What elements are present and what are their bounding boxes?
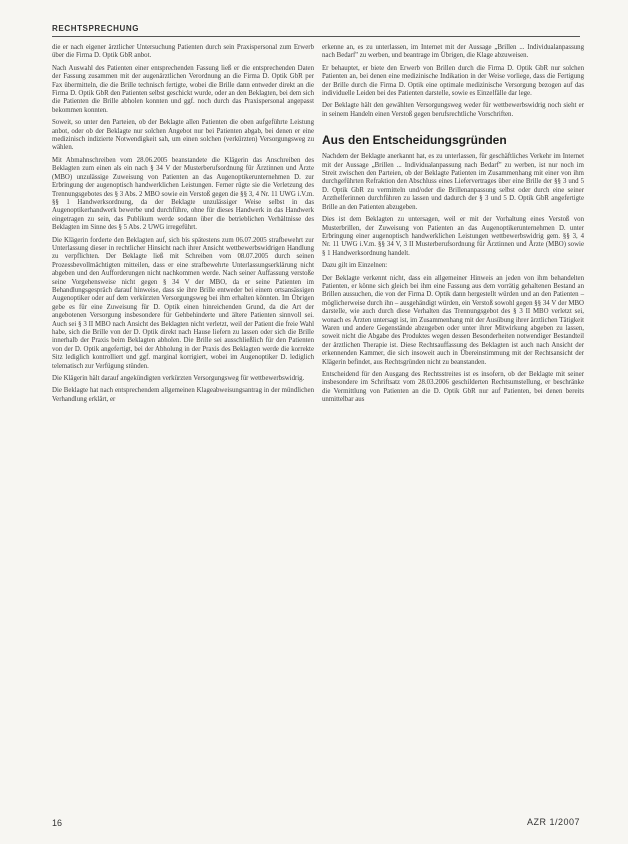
paragraph: Nachdem der Beklagte anerkannt hat, es zu unterlassen, für geschäftliches Verkehr im Internet mit der Aussage „Brillen ... Individualanpassung nach Bedarf" zu werben, ist nur noch im Streit zwischen den Parteien, ob der Beklagte Patienten im Zusammenhang mit einer von ihm durchgeführten Refraktion den Abschluss eines Liefervertrages über eine Brille der §§ 3 und 5 D. Optik GbR zu vermitteln und/oder die Brillenanpassung selbst oder durch eine seiner Arzthelferinnen durchführen zu lassen und dadurch der § 3 und 5 D. Optik GbR angefertigte Brille an den Patienten abzugeben.	[322, 153, 584, 211]
paragraph: Entscheidend für den Ausgang des Rechtsstreites ist es insofern, ob der Beklagte mit seiner insbesondere im Schriftsatz vom 28.03.2006 geschilderten Rechtsumstellung, er beschränke die Vermittlung von Patienten an die D. Optik GbR nur auf Patienten, bei denen bereits unmittelbar aus	[322, 371, 584, 404]
paragraph: Der Beklagte hält den gewählten Versorgungsweg weder für wettbewerbswidrig noch sieht er in seinem Handeln einen Verstoß gegen berufsrechtliche Vorschriften.	[322, 102, 584, 118]
left-column	[52, 44, 314, 408]
journal-issue: AZR 1/2007	[526, 817, 580, 827]
paragraph: Die Beklagte hat nach entsprechendem allgemeinen Klageabweisungsantrag in der mündlichen Verhandlung erklärt, er	[52, 387, 314, 403]
right-column	[322, 44, 584, 409]
paragraph: Die Klägerin hält darauf angekündigten verkürzten Versorgungsweg für wettbewerbswidrig.	[52, 375, 305, 383]
paragraph: Die Klägerin forderte den Beklagten auf, sich bis spätestens zum 06.07.2005 strafbewehrt zur Unterlassung dieser in rechtlicher Hinsicht nach ihrer Ansicht wettbewerbswidrigen Handlung zu verpflichten. Der Beklagte ließ mit Schreiben vom 08.07.2005 durch seinen Prozessbevollmächtigten mitteilen, dass er eine strafbewehrte Unterlassungserklärung nicht abgeben und den Aufforderungen nicht nachkommen werde. Nach seiner Auffassung verstoße seine Vorgehensweise nicht gegen § 34 V der MBO, da er seine Patienten im Behandlungsgespräch darauf hinweise, dass sie ihre Brille entweder bei einem ortsansässigen Augenoptiker oder auf dem verkürzten Versorgungsweg bei ihm erhalten könnten. Im Übrigen gebe es für eine Zuweisung für D. Optik einen hinreichenden Grund, da die Art der angebotenen Versorgung insbesondere für Gehbehinderte und ältere Patienten sinnvoll sei. Auch sei § 3 II MBO nach Ansicht des Beklagten nicht verletzt, weil der Patient die freie Wahl habe, sich die Brille von der D. Optik direkt nach Hause liefern zu lassen oder sich die Brille innerhalb der Praxis beim Beklagten abholen. Die Brille sei ausschließlich für den Patienten von der D. Optik angefertigt, bei der Abholung in der Praxis des Beklagten werde die korrekte Sitz lediglich kontrolliert und ggf. marginal korrigiert, wobei im Augenoptiker D. lediglich telematisch zur Verfügung stünden.	[52, 236, 314, 370]
paragraph: Der Beklagte verkennt nicht, dass ein allgemeiner Hinweis an jeden von ihm behandelten Patienten, er könne sich gleich bei ihm eine Fassung aus dem vorrätig gehaltenen Bestand an Brillen aussuchen, die von der Firma D. Optik dann hergestellt würden und an den Patienten – möglicherweise durch ihn – ausgehändigt würden, ein Verstoß sowohl gegen §§ 34 V der MBO darstelle, wie auch durch diese Verhalten das Trennungsgebot des § 3 II MBO verletzt sei, wonach es Ärzten untersagt ist, im Zusammenhang mit der Ausübung ihrer ärztlichen Tätigkeit Waren und andere Gegenstände abzugeben oder unter ihrer Mitwirkung abgeben zu lassen, soweit nicht die Abgabe des Produktes wegen dessen Besonderheiten notwendiger Bestandteil der ärztlichen Therapie ist. Diese Rechtsauffassung des Beklagten ist auch nach Ansicht der erkennenden Kammer, die sich insoweit auch in Übereinstimmung mit der Rechtsansicht der Klägerin befindet, aus Rechtsgründen nicht zu beanstanden.	[322, 274, 584, 366]
paragraph: die er nach eigener ärztlicher Untersuchung Patienten durch sein Praxispersonal zum Erwerb über die Firma D. Optik GbR anbot.	[52, 44, 314, 60]
paragraph: Nach Auswahl des Patienten einer entsprechenden Fassung ließ er die entsprechenden Daten der Fassung zusammen mit der augenärztlichen Verordnung an die Firma D. Optik GbR per Fax übermitteln, die die Brille technisch fertigte, wobei die Brille dann entweder direkt an die Firma D. Optik GbR den Patienten selbst geschickt wurde, oder an den Beklagten, bei dem sich die Patienten die Brille abholen konnten und ggf. noch durch das Praxispersonal angepasst bekommen konnten.	[52, 64, 314, 114]
paragraph: Dies ist dem Beklagten zu untersagen, weil er mit der Vorhaltung eines Verstoß von Musterbrillen, der Zuweisung von Patienten an das Augenoptikerunternehmen D. unter Erbringung einer augenoptisch handwerklichen Leistungen wettbewerbswidrig gem. §§ 3, 4 Nr. 11 UWG i.V.m. §§ 34 V, 3 II Musterberufsordnung für Ärztinnen und Ärzte (MBO) sowie § 1 Handwerksordnung handelt.	[322, 216, 584, 257]
section-heading: Aus den Entscheidungsgründen	[322, 133, 507, 148]
paragraph: erkenne an, es zu unterlassen, im Internet mit der Aussage „Brillen ... Individualanpassung nach Bedarf" zu werben, und beantrage im Übrigen, die Klage abzuweisen.	[322, 44, 584, 60]
paragraph: Er behauptet, er biete den Erwerb von Brillen durch die Firma D. Optik GbR nur solchen Patienten an, bei denen eine medizinische Indikation in der Weise vorliege, dass die Fertigung der Brille durch die Firma D. Optik eine optimale medizinische Versorgung bezogen auf das individuelle Leiden bei des Patienten darstelle, sowie es Einzelfälle dar lege.	[322, 64, 584, 98]
header-rule	[52, 36, 580, 37]
section-label: RECHTSPRECHUNG	[52, 24, 140, 33]
page-number: 16	[52, 818, 63, 828]
paragraph: Dazu gilt im Einzelnen:	[322, 262, 388, 270]
paragraph: Mit Abmahnschreiben vom 28.06.2005 beanstandete die Klägerin das Anschreiben des Beklagten zum einen als ein nach § 34 V der Musterberufsordnung für Ärztinnen und Ärzte (MBO) unzulässige Zuweisung von Patienten an das Augenoptikerunternehmen D. zur Erbringung der augenoptisch handwerklichen Leistungen. Ferner rügte sie die Verletzung des Trennungsgebotes des § 3 Abs. 2 MBO sowie ein Verstoß gegen die §§ 3, 4 Nr. 11 UWG i.V.m. §§ 1 Handwerksordnung, da der Beklagte unzulässiger Weise selbst in das Augenoptikerhandwerk bewerbe und durchführe, ohne für dieses Handwerk in das Handwerk eingetragen zu sein, das Publikum werde sodann über die betrieblichen Verhältnisse des Beklagten im Sinne des § 5 Abs. 2 UWG irregeführt.	[52, 156, 314, 232]
paragraph: Soweit, so unter den Parteien, ob der Beklagte allen Patienten die oben aufgeführte Leistung anbot, oder ob der Beklagte nur solchen Angebot nur bei Patienten abgab, bei denen er eine medizinisch indizierte Notwendigkeit sah, um einen solchen (verkürzten) Versorgungsweg zu wählen.	[52, 119, 314, 152]
